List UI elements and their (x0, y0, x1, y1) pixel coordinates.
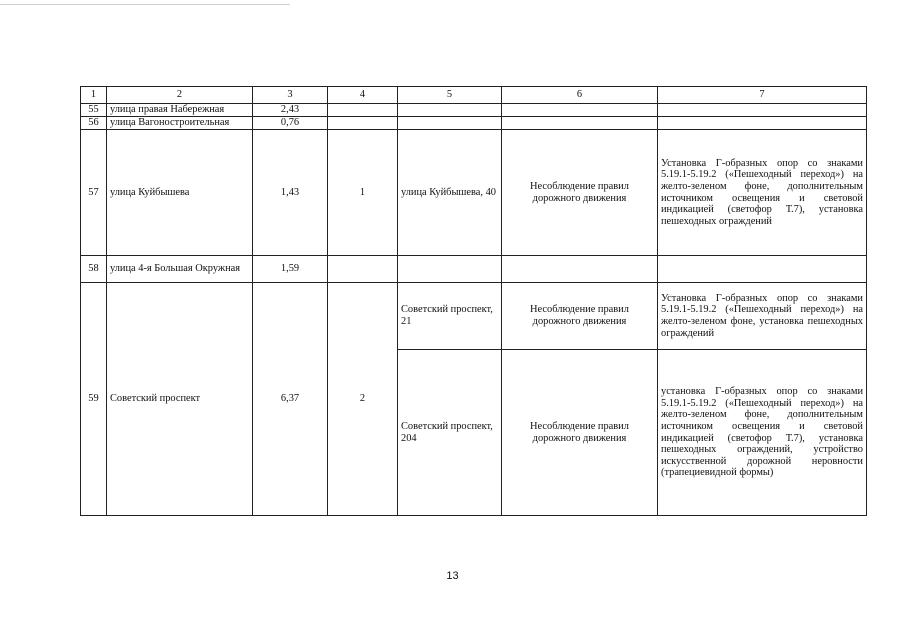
row-number: 57 (81, 130, 107, 256)
empty-cell (398, 104, 502, 117)
header-cell: 3 (253, 87, 328, 104)
empty-cell (328, 104, 398, 117)
header-cell: 7 (658, 87, 867, 104)
street-length: 0,76 (253, 117, 328, 130)
street-name: Советский проспект (107, 283, 253, 516)
empty-cell (328, 117, 398, 130)
empty-cell (502, 117, 658, 130)
header-cell: 4 (328, 87, 398, 104)
crossing-address: улица Куйбышева, 40 (398, 130, 502, 256)
table-header-row (81, 87, 867, 104)
crossing-address: Советский проспект, 21 (398, 283, 502, 350)
street-length: 1,43 (253, 130, 328, 256)
header-cell: 2 (107, 87, 253, 104)
row-number: 55 (81, 104, 107, 117)
empty-cell (398, 256, 502, 283)
crossing-address: Советский проспект, 204 (398, 350, 502, 516)
row-number: 59 (81, 283, 107, 516)
street-length: 6,37 (253, 283, 328, 516)
planned-measures: Установка Г-образных опор со знаками 5.19.1-5.19.2 («Пешеходный переход») на желто-зеленом фоне, дополнительным источником освещения и световой индикацией (светофор Т.7), установка пешеходных ограждений (658, 130, 867, 256)
page-number: 13 (446, 570, 459, 582)
crossing-count: 2 (328, 283, 398, 516)
empty-cell (658, 256, 867, 283)
table-row (81, 283, 867, 350)
table-row (81, 117, 867, 130)
table-row (81, 130, 867, 256)
street-name: улица Куйбышева (107, 130, 253, 256)
street-name: улица Вагоностроительная (107, 117, 253, 130)
empty-cell (658, 104, 867, 117)
row-number: 56 (81, 117, 107, 130)
empty-cell (502, 256, 658, 283)
street-length: 2,43 (253, 104, 328, 117)
violation-type: Несоблюдение правил дорожного движения (502, 283, 658, 350)
violation-type: Несоблюдение правил дорожного движения (502, 130, 658, 256)
planned-measures: установка Г-образных опор со знаками 5.19.1-5.19.2 («Пешеходный переход») на желто-зеленом фоне, дополнительным источником освещения и световой индикацией (светофор Т.7), установка пешеходных ограждений, устройство искусственной дорожной неровности (трапециевидной формы) (658, 350, 867, 516)
violation-type: Несоблюдение правил дорожного движения (502, 350, 658, 516)
planned-measures: Установка Г-образных опор со знаками 5.19.1-5.19.2 («Пешеходный переход») на желто-зеленом фоне, установка пешеходных ограждений (658, 283, 867, 350)
empty-cell (502, 104, 658, 117)
empty-cell (328, 256, 398, 283)
crossing-count: 1 (328, 130, 398, 256)
empty-cell (398, 117, 502, 130)
street-name: улица правая Набережная (107, 104, 253, 117)
street-length: 1,59 (253, 256, 328, 283)
header-cell: 5 (398, 87, 502, 104)
pedestrian-crossings-table (80, 86, 867, 516)
table-row (81, 256, 867, 283)
row-number: 58 (81, 256, 107, 283)
street-name: улица 4-я Большая Окружная (107, 256, 253, 283)
header-cell: 6 (502, 87, 658, 104)
table-row (81, 104, 867, 117)
empty-cell (658, 117, 867, 130)
header-cell: 1 (81, 87, 107, 104)
scan-artifact-line (0, 4, 290, 5)
